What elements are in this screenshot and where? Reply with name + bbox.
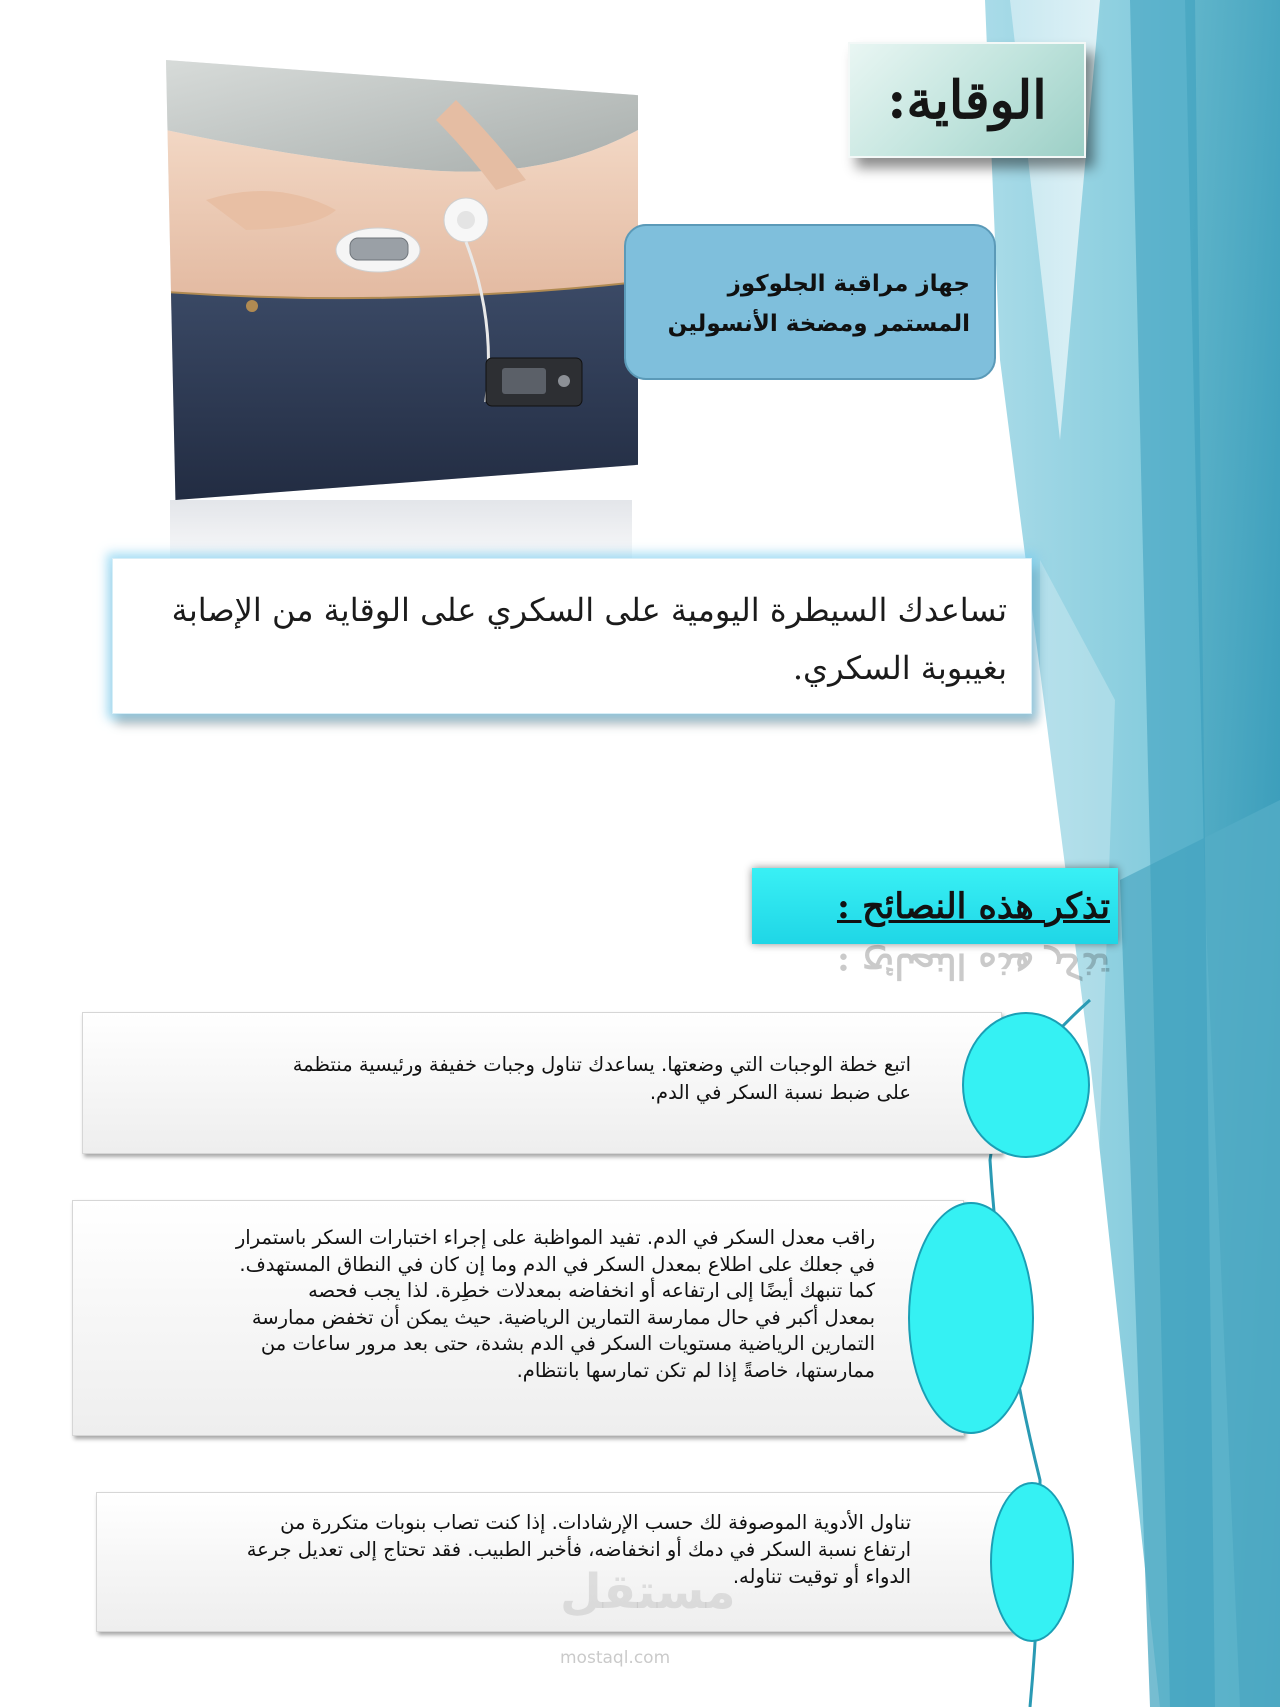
- tips-heading: تذكر هذه النصائح :: [836, 885, 1110, 927]
- tip-3-line-1: تناول الأدوية الموصوفة لك حسب الإرشادات. إذا كنت تصاب بنوبات متكررة من: [280, 1511, 911, 1534]
- tips-heading-box: [752, 868, 1118, 944]
- watermark-logo: مستقل: [560, 1564, 736, 1620]
- device-caption-line-1: جهاز مراقبة الجلوكوز: [727, 271, 970, 297]
- tip-1-bullet: [962, 1012, 1090, 1158]
- page-heading: الوقاية:: [887, 69, 1047, 131]
- photo-drawing: [166, 60, 638, 500]
- tip-2-line-4: بمعدل أكبر في حال ممارسة التمارين الرياضية. حيث يمكن أن تخفض ممارسة: [251, 1305, 875, 1329]
- lead-statement-line-2: بغيبوبة السكري.: [792, 649, 1007, 687]
- lead-statement: [112, 558, 1032, 714]
- tip-card-2: [72, 1200, 964, 1436]
- tips-heading-reflection-text: تذكر هذه النصائح :: [836, 945, 1110, 986]
- tip-3-line-3: الدواء أو توقيت تناوله.: [732, 1565, 911, 1588]
- device-caption-line-2: المستمر ومضخة الأنسولين: [667, 311, 970, 337]
- tip-2-bullet: [908, 1202, 1034, 1434]
- tip-card-3: [96, 1492, 1018, 1632]
- insulin-pump-photo: [166, 60, 638, 500]
- tip-2-line-5: التمارين الرياضية مستويات السكر في الدم بشدة، حتى بعد مرور ساعات من: [260, 1332, 875, 1356]
- tip-1-line-1: اتبع خطة الوجبات التي وضعتها. يساعدك تناول وجبات خفيفة ورئيسية منتظمة: [292, 1053, 911, 1076]
- tip-card-1: [82, 1012, 1002, 1154]
- tip-2-line-6: ممارستها، خاصةً إذا لم تكن تمارسها بانتظام.: [516, 1358, 875, 1382]
- tip-2-line-1: راقب معدل السكر في الدم. تفيد المواظبة على إجراء اختبارات السكر باستمرار: [235, 1226, 875, 1249]
- tip-2-line-3: كما تنبهك أيضًا إلى ارتفاعه أو انخفاضه بمعدلات خطِرة. لذا يجب فحصه: [308, 1279, 875, 1303]
- tip-3-line-2: ارتفاع نسبة السكر في دمك أو انخفاضه، فأخبر الطبيب. فقد تحتاج إلى تعديل جرعة: [246, 1538, 911, 1561]
- device-caption: [624, 224, 996, 380]
- page-heading-box: [848, 42, 1086, 158]
- tips-heading-reflection: [752, 944, 1118, 994]
- tip-1-line-2: على ضبط نسبة السكر في الدم.: [649, 1081, 911, 1104]
- tip-3-bullet: [990, 1482, 1074, 1642]
- tip-2-line-2: في جعلك على اطلاع بمعدل السكر في الدم وما إن كان في النطاق المستهدف.: [239, 1252, 875, 1276]
- watermark-url: mostaql.com: [560, 1648, 671, 1668]
- lead-statement-line-1: تساعدك السيطرة اليومية على السكري على الوقاية من الإصابة: [171, 591, 1007, 629]
